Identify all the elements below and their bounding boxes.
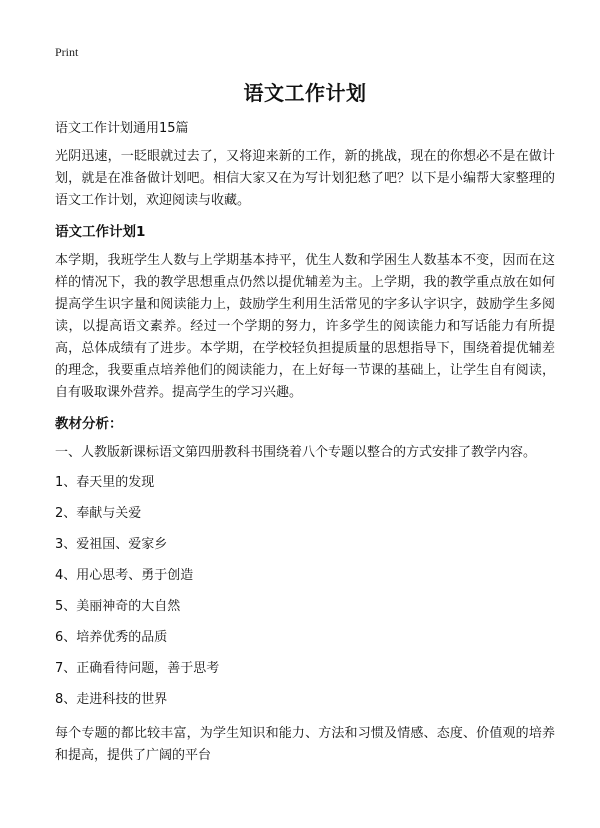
list-item: 7、正确看待问题，善于思考 [55,660,220,676]
analysis-heading: 教材分析： [55,416,123,432]
topic-list [55,467,555,715]
list-item: 8、走进科技的世界 [55,691,168,707]
plan1-heading: 语文工作计划1 [55,224,146,240]
intro-paragraph: 光阴迅速，一眨眼就过去了，又将迎来新的工作，新的挑战，现在的你想必不是在做计划，就是在准备做计划吧。相信大家又在为写计划犯愁了吧？以下是小编帮大家整理的语文工作计划，欢迎阅读与收藏。 [55,149,555,208]
document-page [55,44,555,767]
list-item: 1、春天里的发现 [55,474,155,490]
analysis-lead-paragraph: 一、人教版新课标语文第四册教科书围绕着八个专题以整合的方式安排了教学内容。 [55,445,537,460]
plan1-paragraph: 本学期，我班学生人数与上学期基本持平，优生人数和学困生人数基本不变，因而在这样的情况下，我的教学思想重点仍然以提优辅差为主。上学期，我的教学重点放在如何提高学生识字量和阅读能力上，鼓励学生利用生活常见的字多认字识字，鼓励学生多阅读，以提高语文素养。经过一个学期的努力，许多学生的阅读能力和写话能力有所提高，总体成绩有了进步。本学期，在学校轻负担提质量的思想指导下，围绕着提优辅差的理念，我要重点培养他们的阅读能力，在上好每一节课的基础上，让学生自有阅读，自有吸取课外营养。提高学生的学习兴趣。 [55,253,555,400]
print-label: Print [55,45,79,59]
list-item: 5、美丽神奇的大自然 [55,598,181,614]
analysis-closing-paragraph: 每个专题的都比较丰富，为学生知识和能力、方法和习惯及情感、态度、价值观的培养和提高，提供了广阔的平台 [55,726,555,763]
list-item: 3、爱祖国、爱家乡 [55,536,168,552]
page-title: 语文工作计划 [243,81,367,105]
list-item: 2、奉献与关爱 [55,505,142,521]
list-item: 6、培养优秀的品质 [55,629,168,645]
document-subtitle: 语文工作计划通用15篇 [55,121,189,136]
list-item: 4、用心思考、勇于创造 [55,567,194,583]
